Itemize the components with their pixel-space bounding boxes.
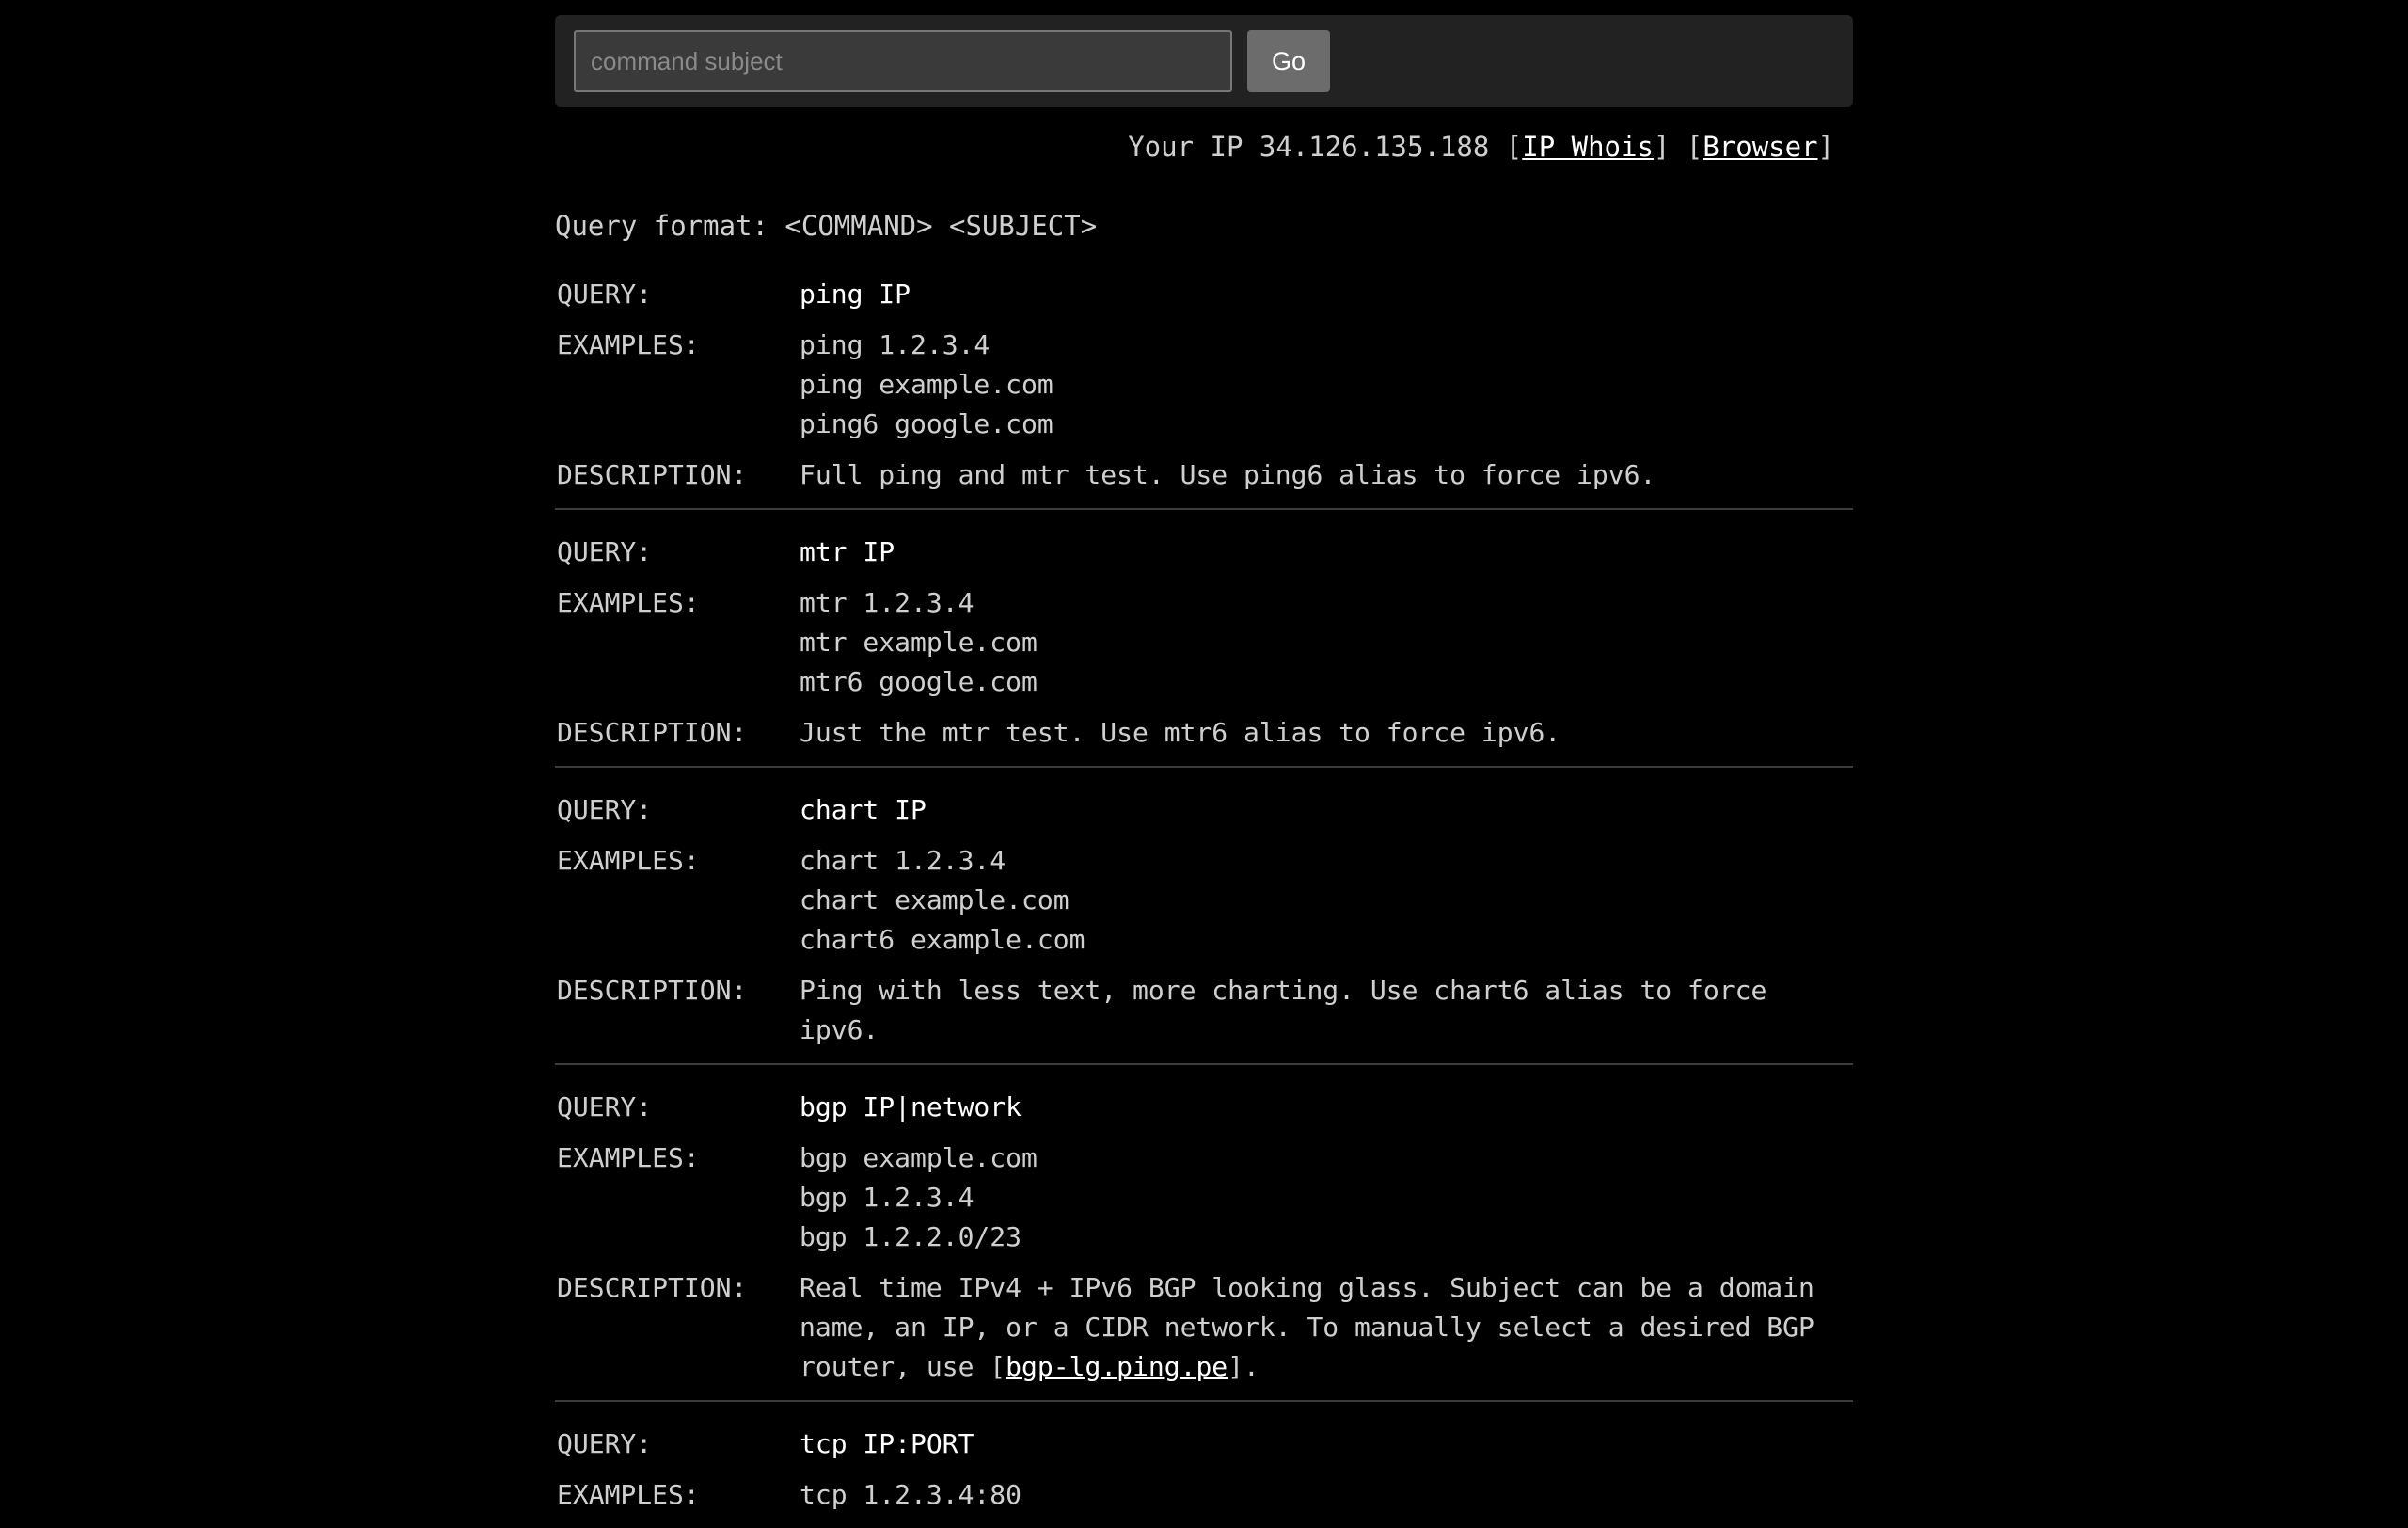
example-item: ping example.com	[800, 369, 1054, 400]
description-text: Full ping and mtr test. Use ping6 alias to force ipv6.	[800, 459, 1656, 490]
command-block-ping	[555, 247, 1853, 510]
ip-prefix-text: Your IP 34.126.135.188 [	[1128, 131, 1523, 163]
description-label: DESCRIPTION:	[557, 975, 748, 1006]
examples-row	[555, 1138, 1853, 1257]
query-label: QUERY:	[557, 279, 653, 310]
examples-label: EXAMPLES:	[557, 329, 700, 360]
query-format: Query format: <COMMAND> <SUBJECT>	[555, 210, 1098, 242]
example-item: mtr example.com	[800, 627, 1038, 658]
bgp-lg-link[interactable]: bgp-lg.ping.pe	[1006, 1351, 1228, 1382]
example-item: bgp 1.2.2.0/23	[800, 1221, 1022, 1252]
description-label: DESCRIPTION:	[557, 1272, 748, 1303]
query-row	[555, 533, 1853, 572]
description-row	[555, 1268, 1853, 1387]
description-text: Just the mtr test. Use mtr6 alias to force ipv6.	[800, 717, 1561, 748]
query-value: ping IP	[800, 279, 911, 310]
examples-row	[555, 1475, 1853, 1515]
description-text: Ping with less text, more charting. Use chart6 alias to force ipv6.	[800, 975, 1767, 1045]
description-label: DESCRIPTION:	[557, 717, 748, 748]
query-label: QUERY:	[557, 536, 653, 567]
description-row	[555, 455, 1853, 495]
description-text-post: ].	[1228, 1351, 1259, 1382]
query-value: mtr IP	[800, 536, 895, 567]
examples-row	[555, 326, 1853, 444]
examples-list	[800, 583, 1853, 702]
examples-row	[555, 583, 1853, 702]
example-item: bgp 1.2.3.4	[800, 1182, 974, 1213]
example-item: tcp 1.2.3.4:80	[800, 1479, 1022, 1510]
example-item: ping 1.2.3.4	[800, 329, 990, 360]
description-row	[555, 971, 1853, 1050]
query-label: QUERY:	[557, 794, 653, 825]
example-item: chart 1.2.3.4	[800, 845, 1006, 876]
description-text	[800, 1268, 1844, 1387]
examples-list	[800, 841, 1853, 960]
examples-label: EXAMPLES:	[557, 1479, 700, 1510]
query-row	[555, 275, 1853, 314]
examples-list	[800, 1138, 1853, 1257]
command-block-bgp	[555, 1065, 1853, 1402]
description-text-pre: Real time IPv4 + IPv6 BGP looking glass. Subject can be a domain name, an IP, or a CIDR network. To manually select a desired BGP router, use [	[800, 1272, 1814, 1382]
example-item: mtr6 google.com	[800, 666, 1038, 697]
example-item: ping6 google.com	[800, 408, 1054, 439]
examples-list	[800, 326, 1853, 444]
command-input[interactable]	[574, 30, 1232, 92]
ip-info	[555, 126, 1853, 167]
examples-label: EXAMPLES:	[557, 1142, 700, 1173]
query-label: QUERY:	[557, 1428, 653, 1459]
description-label: DESCRIPTION:	[557, 459, 748, 490]
command-block-tcp	[555, 1402, 1853, 1528]
examples-label: EXAMPLES:	[557, 587, 700, 618]
examples-list	[800, 1475, 1853, 1515]
example-item: bgp example.com	[800, 1142, 1038, 1173]
query-row	[555, 1425, 1853, 1464]
query-label: QUERY:	[557, 1091, 653, 1122]
ip-middle-text: ] [	[1653, 131, 1703, 163]
query-value: chart IP	[800, 794, 927, 825]
page-container	[555, 15, 1853, 1528]
query-value: bgp IP|network	[800, 1091, 1022, 1122]
examples-row	[555, 841, 1853, 960]
command-block-mtr	[555, 510, 1853, 768]
browser-link[interactable]: Browser	[1703, 131, 1818, 163]
query-value: tcp IP:PORT	[800, 1428, 974, 1459]
example-item: mtr 1.2.3.4	[800, 587, 974, 618]
examples-label: EXAMPLES:	[557, 845, 700, 876]
query-row	[555, 1088, 1853, 1127]
search-bar	[555, 15, 1853, 107]
command-block-chart	[555, 768, 1853, 1065]
example-item: chart6 example.com	[800, 924, 1085, 955]
ip-whois-link[interactable]: IP Whois	[1522, 131, 1654, 163]
description-row	[555, 713, 1853, 753]
ip-suffix-text: ]	[1817, 131, 1834, 163]
go-button[interactable]: Go	[1247, 30, 1330, 92]
example-item: chart example.com	[800, 884, 1069, 915]
query-row	[555, 790, 1853, 830]
